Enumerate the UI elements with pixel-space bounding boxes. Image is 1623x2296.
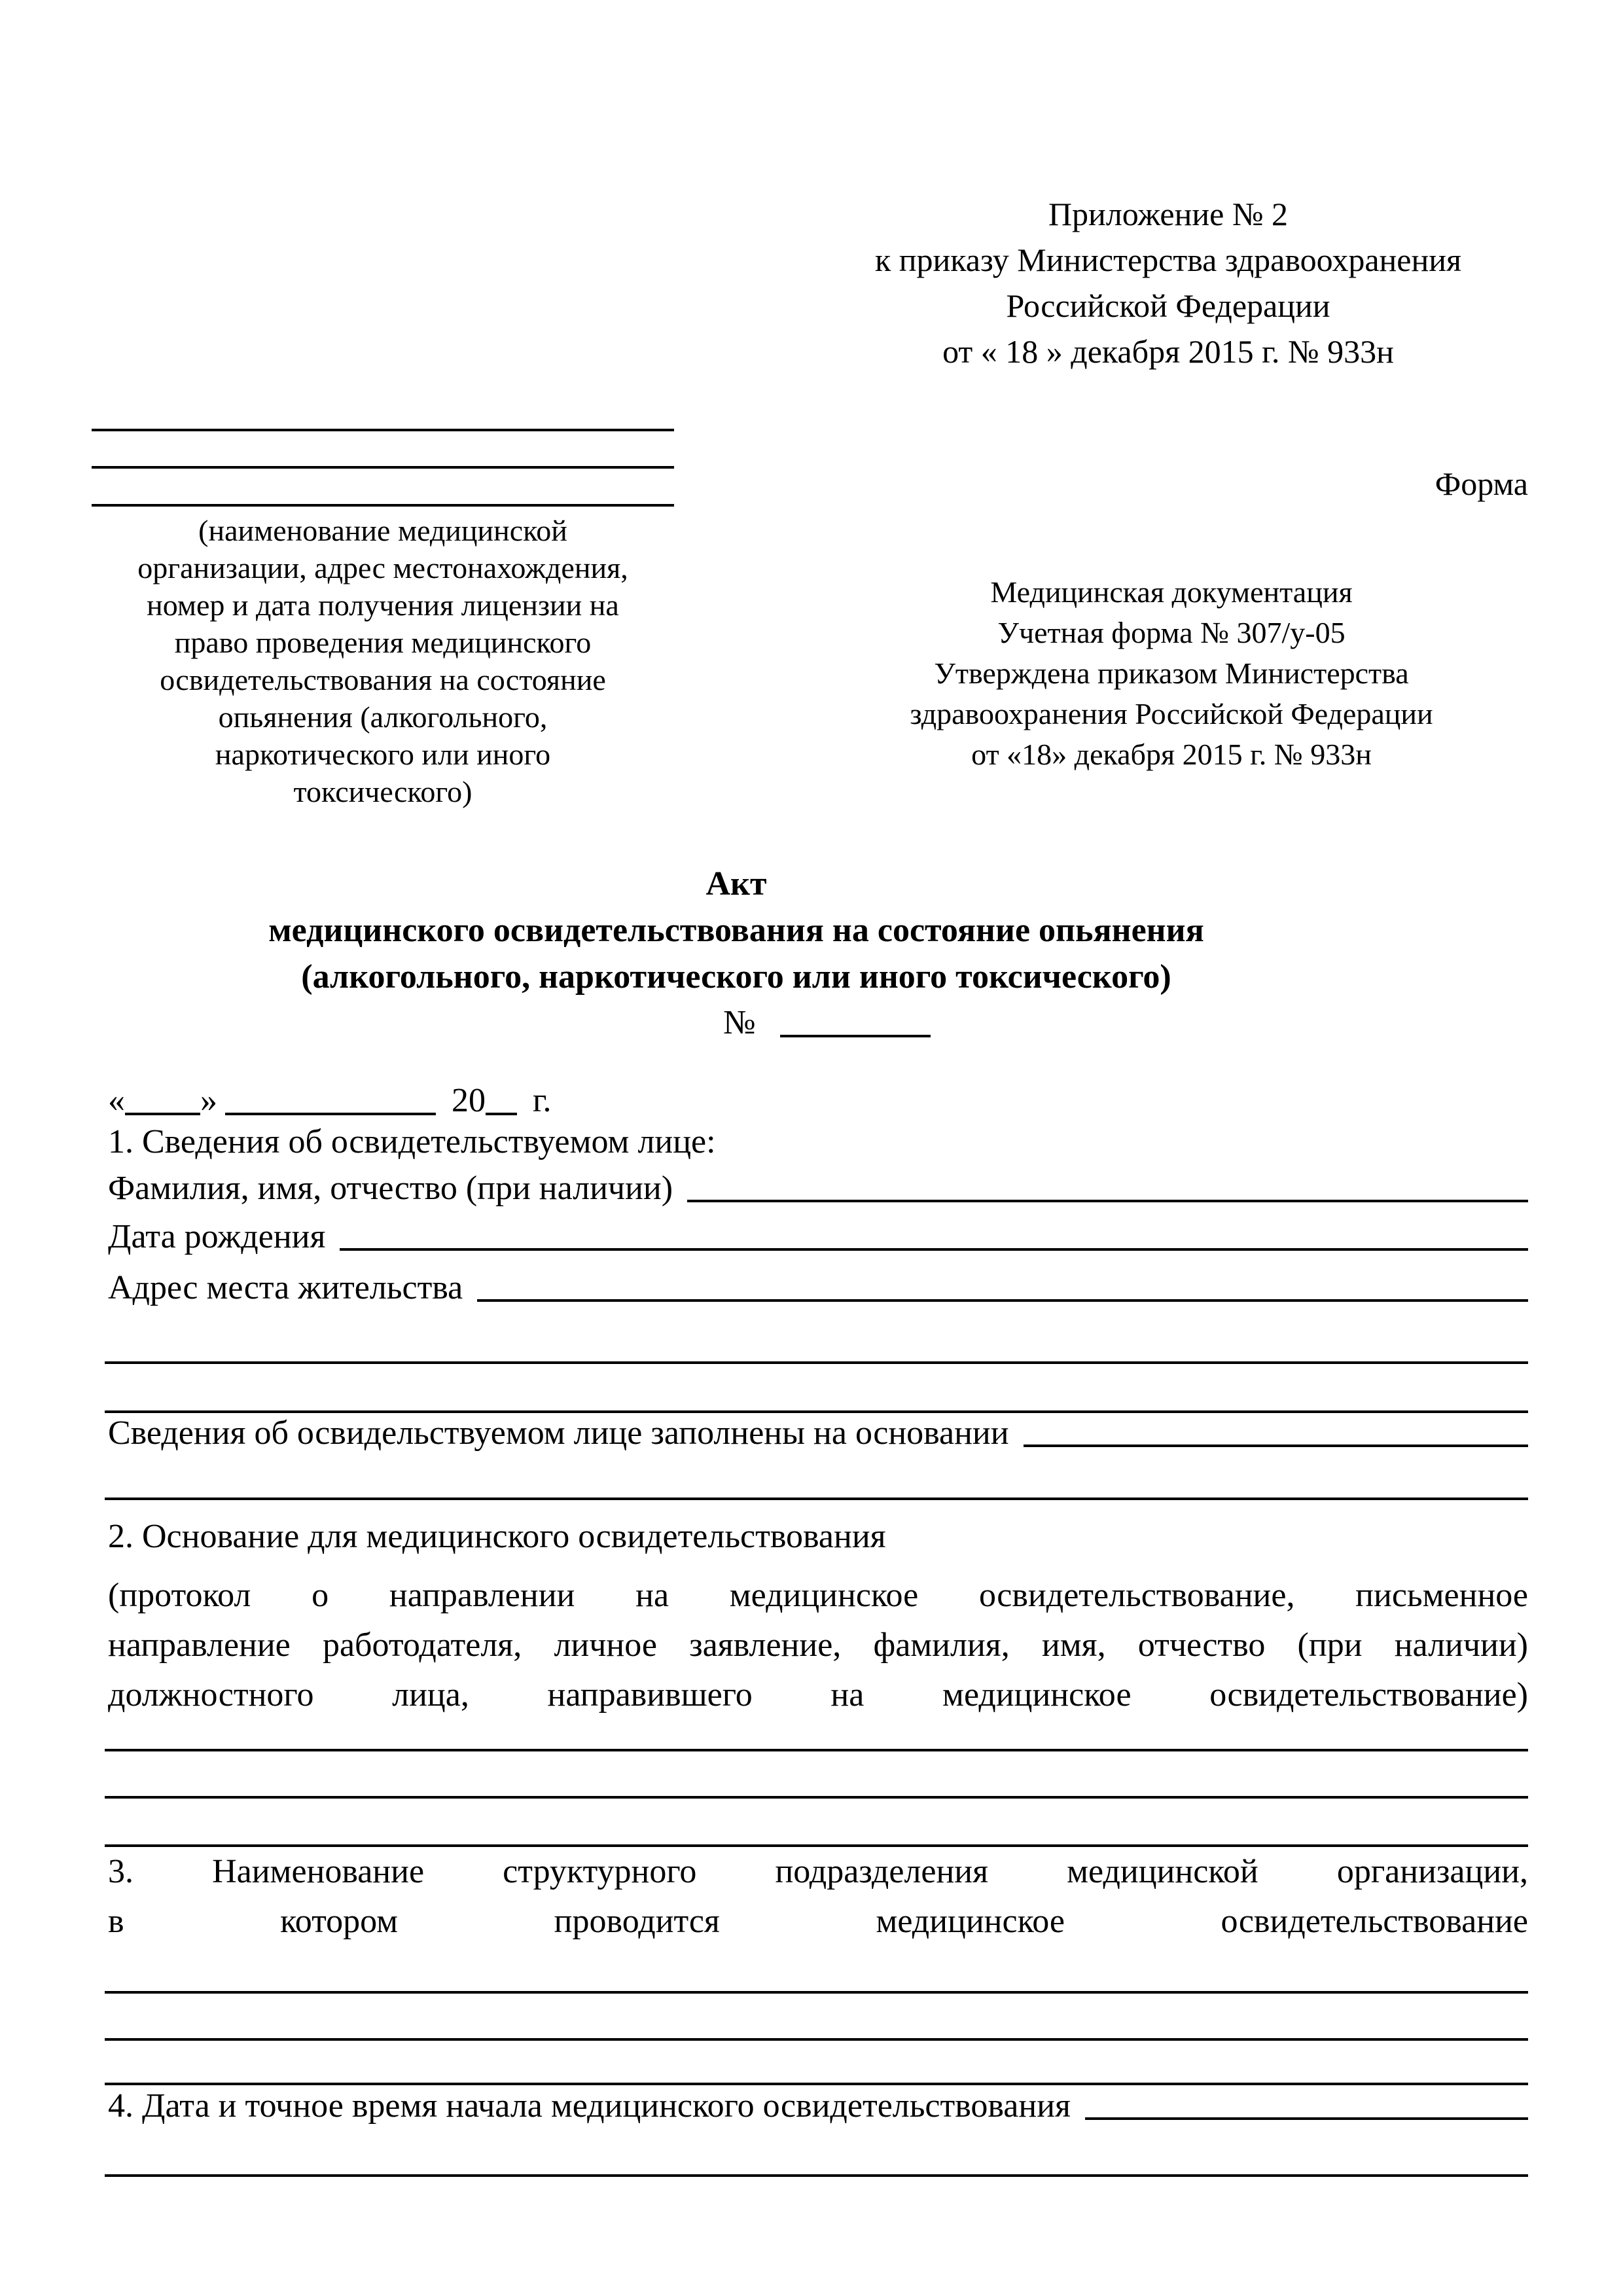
blank-fill-line <box>105 2174 1528 2177</box>
appendix-note <box>815 191 1522 374</box>
birth-date-fill-line <box>340 1248 1528 1251</box>
full-name-row <box>108 1169 1528 1208</box>
doc-note-line: Учетная форма № 307/у-05 <box>997 616 1346 649</box>
appendix-line: Российской Федерации <box>1006 287 1330 324</box>
section-3-header-line: 3. Наименование структурного подразделения медицинской организации, <box>108 1853 1528 1890</box>
birth-date-row <box>108 1217 1528 1256</box>
blank-fill-line <box>105 2083 1528 2085</box>
org-caption-line: номер и дата получения лицензии на <box>147 588 619 622</box>
year-prefix: 20 <box>452 1082 486 1119</box>
start-datetime-fill-line <box>1085 2117 1528 2120</box>
blank-fill-line <box>105 2038 1528 2041</box>
section-2-paragraph-line: должностного лица, направившего на медицинское освидетельствование) <box>108 1676 1528 1713</box>
date-row <box>108 1081 551 1120</box>
section-3-header-line: в котором проводится медицинское освидетельствование <box>108 1903 1528 1940</box>
day-fill <box>125 1083 200 1115</box>
appendix-line: к приказу Министерства здравоохранения <box>874 242 1462 278</box>
year-word: г. <box>533 1082 552 1119</box>
blank-fill-line <box>105 1498 1528 1500</box>
appendix-line: от « 18 » декабря 2015 г. № 933н <box>942 333 1394 370</box>
title-line: (алкогольного, наркотического или иного токсического) <box>301 958 1171 996</box>
doc-note-line: от «18» декабря 2015 г. № 933н <box>971 738 1372 771</box>
full-name-fill-line <box>687 1200 1528 1202</box>
blank-fill-line <box>105 1410 1528 1413</box>
info-basis-fill-line <box>1024 1444 1528 1447</box>
section-2-header: 2. Основание для медицинского освидетельствования <box>108 1518 886 1555</box>
org-name-fill-line <box>92 504 674 507</box>
info-basis-row <box>108 1414 1528 1452</box>
title-line: Акт <box>705 865 767 903</box>
appendix-line: Приложение № 2 <box>1048 196 1289 232</box>
start-datetime-label: 4. Дата и точное время начала медицинского освидетельствования <box>108 2087 1071 2125</box>
org-caption-line: наркотического или иного <box>215 738 551 771</box>
info-basis-label: Сведения об освидельствуемом лице заполнены на основании <box>108 1414 1009 1452</box>
blank-fill-line <box>105 1749 1528 1751</box>
blank-fill-line <box>105 1796 1528 1799</box>
org-caption-line: токсического) <box>293 775 473 808</box>
forma-label: Форма <box>1435 465 1528 502</box>
doc-note-line: Утверждена приказом Министерства <box>934 656 1409 690</box>
org-caption-line: организации, адрес местонахождения, <box>137 551 628 584</box>
birth-date-label: Дата рождения <box>108 1218 326 1255</box>
close-quote: » <box>200 1082 217 1119</box>
start-datetime-row <box>108 2087 1528 2125</box>
section-2-paragraph-line: (протокол о направлении на медицинское освидетельствование, письменное <box>108 1577 1528 1614</box>
org-caption-line: освидетельствования на состояние <box>160 663 606 696</box>
open-quote: « <box>108 1082 125 1119</box>
address-row <box>108 1268 1528 1307</box>
org-caption-line: право проведения медицинского <box>174 626 592 659</box>
org-caption <box>85 512 681 810</box>
month-fill <box>225 1083 436 1115</box>
year-fill <box>486 1083 517 1115</box>
section-2-paragraph-line: направление работодателя, личное заявление, фамилия, имя, отчество (при наличии) <box>108 1626 1528 1664</box>
doc-form-note <box>851 572 1492 775</box>
address-label: Адрес места жительства <box>108 1269 463 1306</box>
blank-fill-line <box>105 1844 1528 1847</box>
document-title <box>16 861 1456 1000</box>
act-number-row <box>723 1003 931 1042</box>
act-number-fill <box>780 1005 931 1037</box>
org-caption-line: опьянения (алкогольного, <box>218 700 548 734</box>
doc-note-line: здравоохранения Российской Федерации <box>910 697 1433 730</box>
blank-fill-line <box>105 1361 1528 1364</box>
title-line: медицинского освидетельствования на состояние опьянения <box>268 912 1204 949</box>
doc-note-line: Медицинская документация <box>990 575 1353 609</box>
org-name-fill-line <box>92 466 674 469</box>
address-fill-line <box>477 1299 1528 1302</box>
full-name-label: Фамилия, имя, отчество (при наличии) <box>108 1170 673 1207</box>
org-name-fill-line <box>92 429 674 431</box>
blank-fill-line <box>105 1991 1528 1994</box>
number-sign: № <box>723 1004 756 1041</box>
section-1-header: 1. Сведения об освидетельствуемом лице: <box>108 1123 716 1160</box>
org-caption-line: (наименование медицинской <box>198 514 567 547</box>
